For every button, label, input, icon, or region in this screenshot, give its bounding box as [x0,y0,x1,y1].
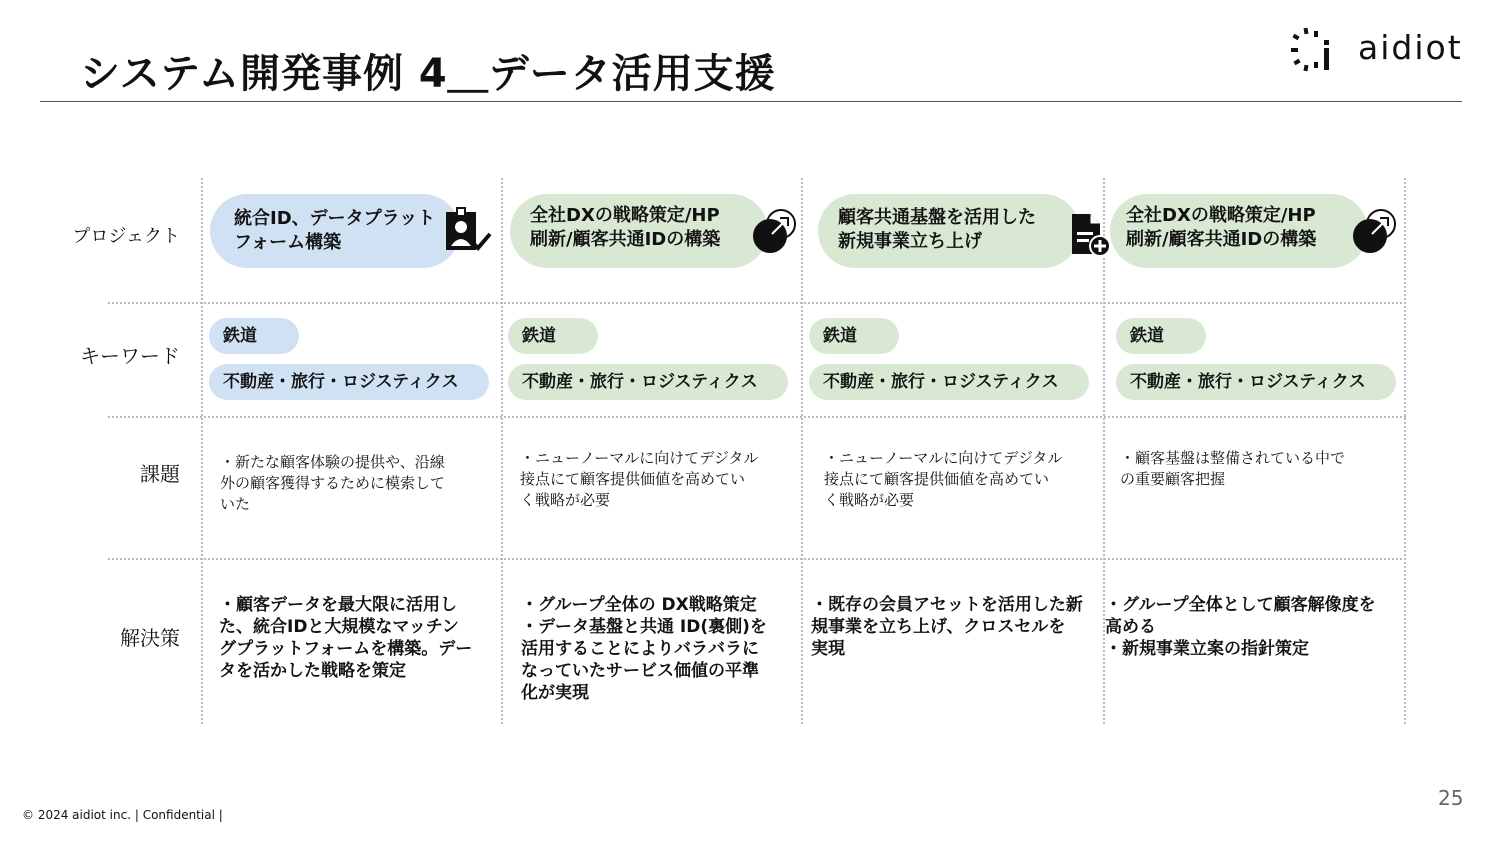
issue-line: 外の顧客獲得するために模索して [220,474,446,492]
issue-line: ・ニューノーマルに向けてデジタル [520,449,759,467]
solution-line: ・グループ全体の DX戦略策定 [521,595,757,615]
solution-line: ・顧客データを最大限に活用し [219,595,457,615]
project-title-line: 統合ID、データプラット [234,208,436,229]
keyword-tag: 鉄道 [809,318,899,354]
issue-line: いた [220,495,251,513]
id-badge-check-icon [444,206,494,256]
project-pill-1 [210,194,460,268]
grid-vline [1404,178,1406,724]
solution-line: ・グループ全体として顧客解像度を [1105,595,1376,615]
project-title-line: 顧客共通基盤を活用した [838,207,1036,228]
issue-line: く戦略が必要 [520,491,611,509]
row-label-issue: 課題 [140,462,180,486]
footer-copyright: © 2024 aidiot inc. | Confidential | [22,808,223,822]
logo-mark-icon [1290,26,1350,72]
issue-line: ・顧客基盤は整備されている中で [1120,449,1346,467]
issue-line: 接点にて顧客提供価値を高めてい [824,470,1050,488]
issue-line: の重要顧客把握 [1120,470,1226,488]
solution-text-3 [811,594,1091,660]
title-divider [40,101,1462,102]
solution-line: なっていたサービス価値の平準 [521,661,759,681]
project-title-line: 新規事業立ち上げ [838,231,982,252]
solution-line: 規事業を立ち上げ、クロスセルを [811,617,1066,637]
keyword-tag: 不動産・旅行・ロジスティクス [809,364,1089,400]
logo-text: aidiot [1358,28,1463,67]
issue-line: ・ニューノーマルに向けてデジタル [824,449,1063,467]
keyword-tag: 鉄道 [508,318,598,354]
document-add-icon [1066,210,1116,260]
page-title: システム開発事例 4＿データ活用支援 [80,51,776,97]
solution-text-2 [521,594,801,704]
row-label-keyword: キーワード [80,344,180,368]
keyword-tag: 不動産・旅行・ロジスティクス [508,364,788,400]
keyword-tag: 鉄道 [1116,318,1206,354]
keyword-tag: 不動産・旅行・ロジスティクス [1116,364,1396,400]
solution-line: ・新規事業立案の指針策定 [1105,639,1309,659]
project-pill-2 [510,194,768,268]
row-label-solution: 解決策 [120,626,180,650]
page-number: 25 [1438,786,1464,810]
solution-line: ・データ基盤と共通 ID(裏側)を [521,617,767,637]
solution-text-1 [219,594,499,682]
project-title-line: 全社DXの戦略策定/HP [530,205,720,226]
target-arrow-icon [1350,208,1400,258]
solution-line: 高める [1105,617,1156,637]
project-title-line: 刷新/顧客共通IDの構築 [530,229,721,250]
project-pill-4 [1110,194,1368,268]
solution-line: 実現 [811,639,845,659]
project-title-line: フォーム構築 [234,232,342,253]
grid-vline [801,178,803,724]
solution-line: ・既存の会員アセットを活用した新 [811,595,1083,615]
issue-line: 接点にて顧客提供価値を高めてい [520,470,746,488]
solution-line: た、統合IDと大規模なマッチン [219,617,459,637]
issue-text-4 [1120,448,1380,490]
project-title-line: 刷新/顧客共通IDの構築 [1126,229,1317,250]
grid-hline [108,302,1406,304]
project-title-line: 全社DXの戦略策定/HP [1126,205,1316,226]
grid-hline [108,558,1406,560]
aidiot-logo [1290,26,1470,72]
grid-hline [108,416,1406,418]
issue-line: ・新たな顧客体験の提供や、沿線 [220,453,445,471]
keyword-tag: 不動産・旅行・ロジスティクス [209,364,489,400]
issue-line: く戦略が必要 [824,491,915,509]
issue-text-1 [220,452,480,515]
solution-line: タを活かした戦略を策定 [219,661,406,681]
solution-line: グプラットフォームを構築。デー [219,639,473,659]
grid-vline [201,178,203,724]
keyword-tag: 鉄道 [209,318,299,354]
issue-text-2 [520,448,780,511]
solution-line: 化が実現 [521,683,589,703]
project-pill-3 [818,194,1080,268]
grid-vline [501,178,503,724]
solution-text-4 [1105,594,1385,660]
solution-line: 活用することによりバラバラに [521,639,759,659]
row-label-project: プロジェクト [72,226,180,247]
issue-text-3 [824,448,1084,511]
target-arrow-icon [750,208,800,258]
